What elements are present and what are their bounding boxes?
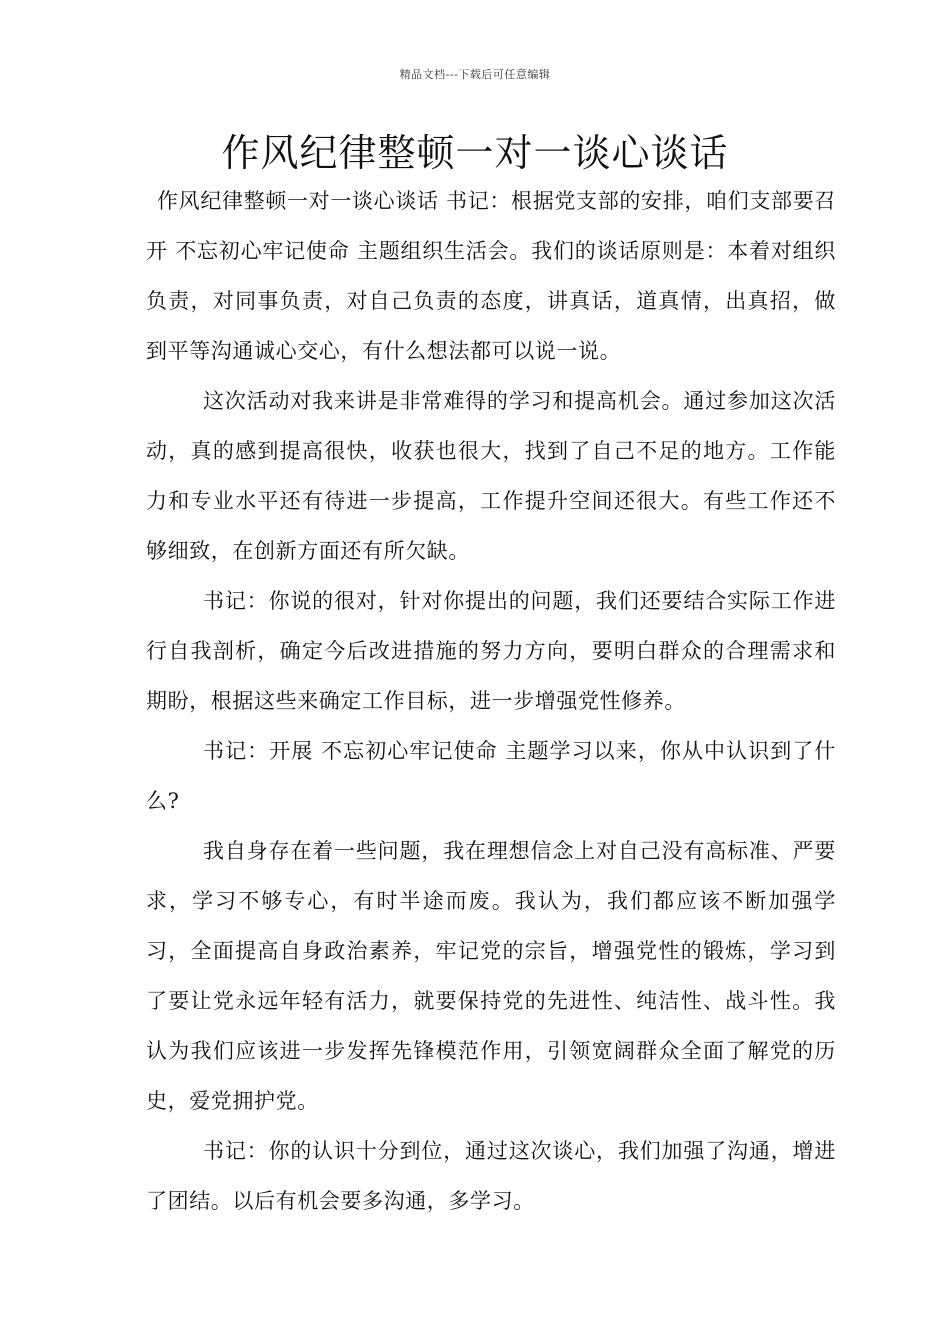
paragraph-1: 作风纪律整顿一对一谈心谈话 书记：根据党支部的安排，咱们支部要召开 不忘初心牢记使命 主题组织生活会。我们的谈话原则是：本着对组织负责，对同事负责，对自己负责的态度，讲真话，道真情，出真招，做到平等沟通诚心交心，有什么想法都可以说一说。 <box>146 189 836 363</box>
paragraph-6: 书记：你的认识十分到位，通过这次谈心，我们加强了沟通，增进了团结。以后有机会要多沟通，多学习。 <box>146 1139 836 1213</box>
document-title: 作风纪律整顿一对一谈心谈话 <box>221 131 729 175</box>
paragraph-3: 书记：你说的很对，针对你提出的问题，我们还要结合实际工作进行自我剖析，确定今后改进措施的努力方向，要明白群众的合理需求和期盼，根据这些来确定工作目标，进一步增强党性修养。 <box>146 589 836 713</box>
document-body <box>146 176 836 1226</box>
paragraph-2: 这次活动对我来讲是非常难得的学习和提高机会。通过参加这次活动，真的感到提高很快，收获也很大，找到了自己不足的地方。工作能力和专业水平还有待进一步提高，工作提升空间还很大。有些工作还不够细致，在创新方面还有所欠缺。 <box>146 389 836 563</box>
paragraph-5: 我自身存在着一些问题，我在理想信念上对自己没有高标准、严要求，学习不够专心，有时半途而废。我认为，我们都应该不断加强学习，全面提高自身政治素养，牢记党的宗旨，增强党性的锻炼，学习到了要让党永远年轻有活力，就要保持党的先进性、纯洁性、战斗性。我认为我们应该进一步发挥先锋模范作用，引领宽阔群众全面了解党的历史，爱党拥护党。 <box>146 839 836 1113</box>
header-note: 精品文档---下载后可任意编辑 <box>399 68 551 81</box>
paragraph-4: 书记：开展 不忘初心牢记使命 主题学习以来，你从中认识到了什么? <box>146 739 836 813</box>
